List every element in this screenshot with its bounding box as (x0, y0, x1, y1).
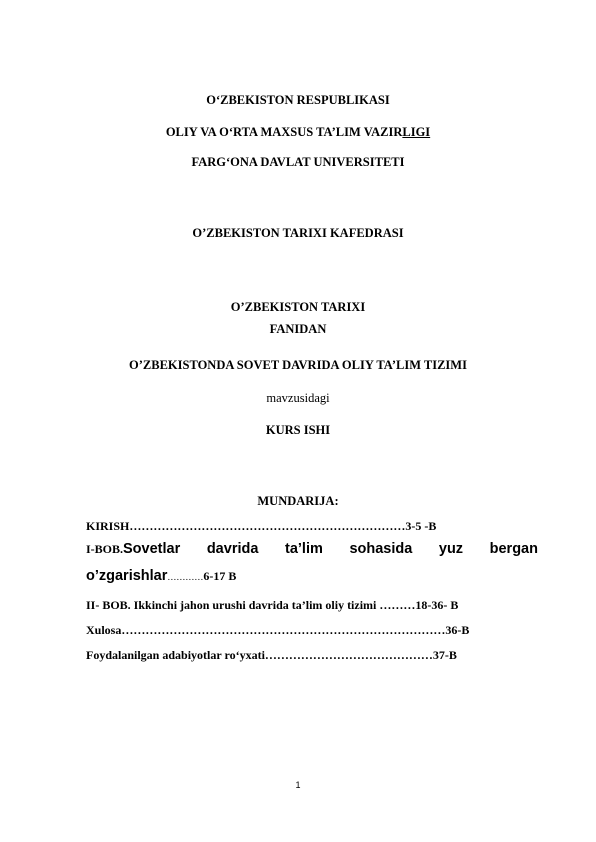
work-type: KURS ISHI (265, 423, 331, 437)
toc-bob2: II- BOB. Ikkinchi jahon urushi davrida ta’lim oliy tizimi ………18-36- B (86, 598, 459, 612)
ministry-underlined: LIGI (402, 125, 431, 139)
republic-heading: O‘ZBEKISTON RESPUBLIKASI (206, 93, 390, 107)
ministry-main: OLIY VA O‘RTA MAXSUS TA’LIM VAZIR (165, 125, 403, 139)
toc-bob1-dots: ………… (167, 572, 204, 582)
toc-bob1-line2 (86, 568, 538, 584)
subject-fanidan: FANIDAN (269, 322, 327, 336)
toc-kirish: KIRISH……………………………………………………………3-5 -B (86, 519, 437, 533)
toc-bob1-word: ta’lim (285, 541, 323, 557)
toc-bob1-word: yuz (438, 541, 464, 557)
toc-bob1-line2-word: o’zgarishlar (86, 568, 168, 584)
topic-title: O’ZBEKISTONDA SOVET DAVRIDA OLIY TA’LIM TIZIMI (129, 358, 467, 372)
toc-bob1-line1 (86, 541, 538, 557)
page-number: 1 (295, 780, 301, 790)
toc-bob1-word: bergan (489, 541, 538, 557)
subject-name: O’ZBEKISTON TARIXI (230, 300, 366, 314)
toc-bob1-word: sohasida (349, 541, 413, 557)
toc-adabiyotlar: Foydalanilgan adabiyotlar ro‘yxati……………………………………37-B (86, 648, 457, 662)
department-heading: O’ZBEKISTON TARIXI KAFEDRASI (192, 226, 404, 240)
mavzusidagi-label: mavzusidagi (266, 391, 330, 405)
toc-title: MUNDARIJA: (257, 494, 339, 508)
toc-bob1-pages: 6-17 B (203, 569, 237, 583)
toc-bob1-word: Sovetlar (123, 541, 181, 557)
toc-bob1-prefix: I-BOB. (86, 542, 124, 556)
toc-bob1-word: davrida (206, 541, 259, 557)
ministry-heading (0, 125, 596, 140)
toc-bob1-first (86, 541, 180, 557)
university-heading: FARG‘ONA DAVLAT UNIVERSITETI (191, 155, 405, 169)
toc-xulosa: Xulosa………………………………………………………………………36-B (86, 623, 470, 637)
